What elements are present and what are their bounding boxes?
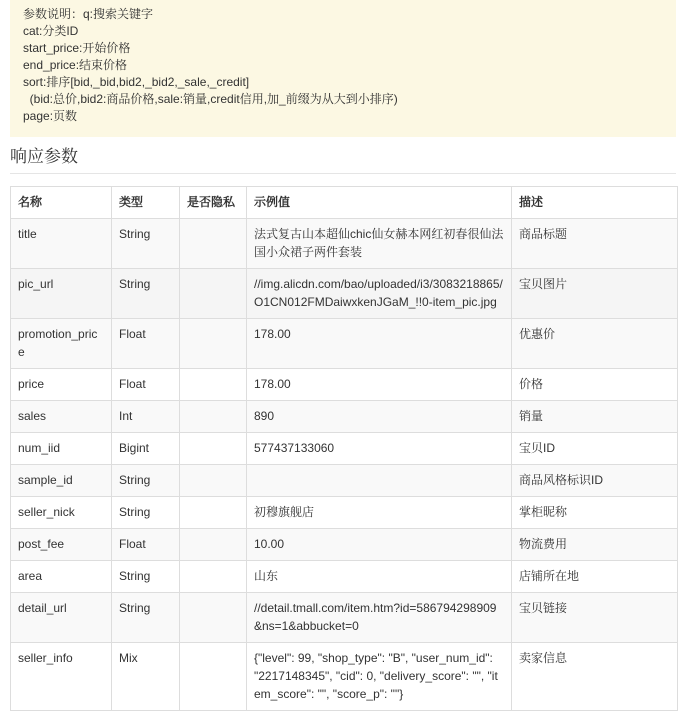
cell-type: Mix — [112, 643, 180, 711]
cell-private — [180, 465, 247, 497]
cell-description: 宝贝链接 — [512, 593, 678, 643]
cell-name: seller_nick — [11, 497, 112, 529]
table-row — [11, 465, 678, 497]
cell-description: 商品标题 — [512, 219, 678, 269]
parameter-notes-box — [10, 0, 676, 137]
note-line-end-price: end_price:结束价格 — [23, 58, 128, 72]
cell-description: 卖家信息 — [512, 643, 678, 711]
cell-private — [180, 319, 247, 369]
cell-description: 价格 — [512, 369, 678, 401]
cell-name: post_fee — [11, 529, 112, 561]
cell-example: 178.00 — [247, 319, 512, 369]
cell-private — [180, 219, 247, 269]
cell-private — [180, 561, 247, 593]
cell-type: String — [112, 465, 180, 497]
cell-name: area — [11, 561, 112, 593]
header-example: 示例值 — [247, 187, 512, 219]
cell-private — [180, 497, 247, 529]
cell-private — [180, 643, 247, 711]
cell-example: 890 — [247, 401, 512, 433]
cell-description: 销量 — [512, 401, 678, 433]
cell-type: Float — [112, 529, 180, 561]
cell-example: //img.alicdn.com/bao/uploaded/i3/3083218865/O1CN012FMDaiwxkenJGaM_!!0-item_pic.jpg — [247, 269, 512, 319]
cell-description: 宝贝ID — [512, 433, 678, 465]
note-line-sort: sort:排序[bid,_bid,bid2,_bid2,_sale,_credit] — [23, 75, 250, 89]
cell-name: detail_url — [11, 593, 112, 643]
note-line-start-price: start_price:开始价格 — [23, 41, 131, 55]
cell-private — [180, 269, 247, 319]
cell-name: price — [11, 369, 112, 401]
cell-example: 初穆旗舰店 — [247, 497, 512, 529]
cell-name: promotion_price — [11, 319, 112, 369]
table-row — [11, 643, 678, 711]
table-row — [11, 401, 678, 433]
cell-private — [180, 369, 247, 401]
table-row — [11, 433, 678, 465]
cell-example: 法式复古山本超仙chic仙女赫本网红初春很仙法国小众裙子两件套装 — [247, 219, 512, 269]
table-header-row — [11, 187, 678, 219]
note-line-sort-detail: (bid:总价,bid2:商品价格,sale:销量,credit信用,加_前缀为从大到小排序) — [23, 92, 398, 106]
table-row — [11, 219, 678, 269]
cell-private — [180, 433, 247, 465]
note-line-q: 参数说明：q:搜索关键字 — [23, 7, 154, 21]
cell-example: {"level": 99, "shop_type": "B", "user_num_id": "2217148345", "cid": 0, "delivery_score": "", "item_score": "", "score_p": ""} — [247, 643, 512, 711]
response-params-heading: 响应参数 — [10, 146, 676, 174]
cell-description: 店铺所在地 — [512, 561, 678, 593]
cell-example: 山东 — [247, 561, 512, 593]
cell-type: String — [112, 497, 180, 529]
note-line-cat: cat:分类ID — [23, 24, 79, 38]
cell-description: 优惠价 — [512, 319, 678, 369]
response-params-table — [10, 186, 678, 711]
header-private: 是否隐私 — [180, 187, 247, 219]
cell-example: 10.00 — [247, 529, 512, 561]
cell-name: seller_info — [11, 643, 112, 711]
cell-name: sales — [11, 401, 112, 433]
table-row — [11, 529, 678, 561]
cell-name: num_iid — [11, 433, 112, 465]
cell-type: Int — [112, 401, 180, 433]
cell-type: Float — [112, 369, 180, 401]
cell-private — [180, 401, 247, 433]
table-row — [11, 497, 678, 529]
cell-example: 178.00 — [247, 369, 512, 401]
table-row — [11, 369, 678, 401]
header-name: 名称 — [11, 187, 112, 219]
table-row — [11, 593, 678, 643]
cell-private — [180, 593, 247, 643]
header-description: 描述 — [512, 187, 678, 219]
cell-name: title — [11, 219, 112, 269]
cell-type: String — [112, 593, 180, 643]
cell-type: Float — [112, 319, 180, 369]
note-line-page: page:页数 — [23, 109, 78, 123]
cell-type: String — [112, 219, 180, 269]
cell-description: 商品风格标识ID — [512, 465, 678, 497]
cell-description: 掌柜昵称 — [512, 497, 678, 529]
cell-name: sample_id — [11, 465, 112, 497]
cell-example: //detail.tmall.com/item.htm?id=586794298909&ns=1&abbucket=0 — [247, 593, 512, 643]
cell-type: String — [112, 561, 180, 593]
cell-description: 物流费用 — [512, 529, 678, 561]
cell-type: String — [112, 269, 180, 319]
cell-name: pic_url — [11, 269, 112, 319]
cell-example: 577437133060 — [247, 433, 512, 465]
table-row — [11, 269, 678, 319]
header-type: 类型 — [112, 187, 180, 219]
table-row — [11, 319, 678, 369]
cell-type: Bigint — [112, 433, 180, 465]
cell-example — [247, 465, 512, 497]
cell-private — [180, 529, 247, 561]
table-row — [11, 561, 678, 593]
cell-description: 宝贝图片 — [512, 269, 678, 319]
